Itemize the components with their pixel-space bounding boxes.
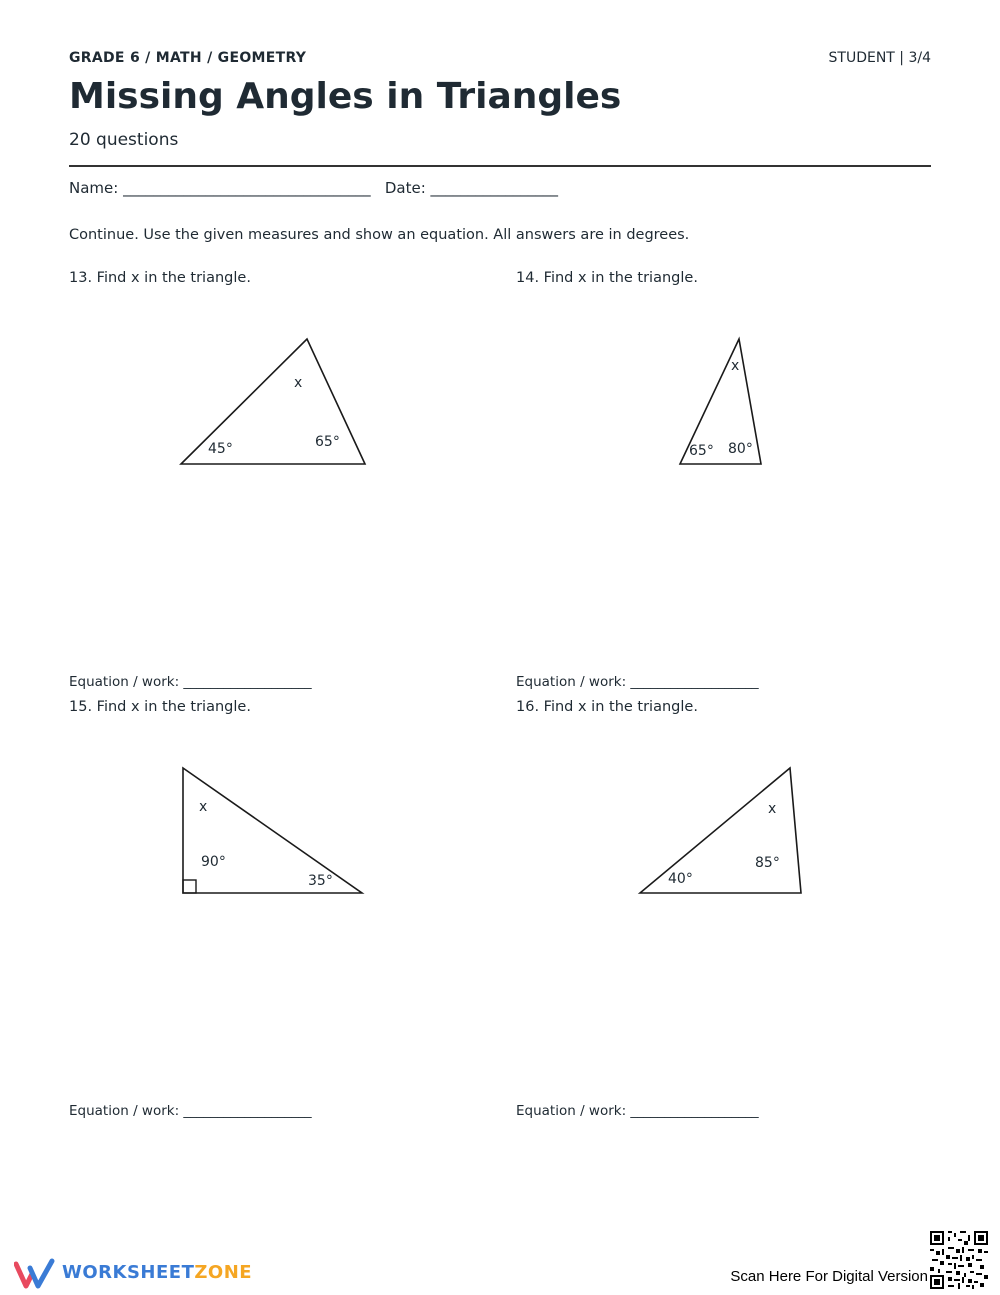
scan-caption: Scan Here For Digital Version — [730, 1268, 928, 1285]
question-13-prompt: 13. Find x in the triangle. — [69, 270, 251, 286]
angle-label-16-b: 85° — [755, 855, 780, 871]
brand-part-2: ZONE — [194, 1262, 253, 1283]
page-title: Missing Angles in Triangles — [69, 76, 622, 117]
question-13-work-line: Equation / work: ___________________ — [69, 674, 312, 690]
brand-wordmark — [62, 1262, 252, 1283]
angle-label-14-a: 65° — [689, 443, 714, 459]
question-16-work-line: Equation / work: ___________________ — [516, 1103, 759, 1119]
angle-label-14-b: 80° — [728, 441, 753, 457]
question-16-prompt: 16. Find x in the triangle. — [516, 699, 698, 715]
qr-code-icon[interactable] — [930, 1231, 988, 1289]
worksheetzone-logo-icon — [14, 1258, 56, 1290]
angle-label-16-x: x — [768, 801, 777, 817]
brand-part-1: WORKSHEET — [62, 1262, 195, 1283]
angle-label-15-a: 90° — [201, 854, 226, 870]
angle-label-16-a: 40° — [668, 871, 693, 887]
question-15-prompt: 15. Find x in the triangle. — [69, 699, 251, 715]
name-date-line: Name: _________________________________ Date: _________________ — [69, 179, 559, 197]
triangle-15 — [183, 768, 362, 893]
angle-label-14-x: x — [731, 358, 740, 374]
right-angle-marker — [183, 880, 196, 893]
question-14-prompt: 14. Find x in the triangle. — [516, 270, 698, 286]
question-14-work-line: Equation / work: ___________________ — [516, 674, 759, 690]
angle-label-13-b: 65° — [315, 434, 340, 450]
angle-label-13-x: x — [294, 375, 303, 391]
angle-label-13-a: 45° — [208, 441, 233, 457]
breadcrumb: GRADE 6 / MATH / GEOMETRY — [69, 50, 307, 66]
angle-label-15-b: 35° — [308, 873, 333, 889]
triangle-16 — [640, 768, 801, 893]
page-label: STUDENT | 3/4 — [828, 50, 931, 66]
angle-label-15-x: x — [199, 799, 208, 815]
question-count: 20 questions — [69, 130, 179, 150]
instructions: Continue. Use the given measures and show an equation. All answers are in degrees. — [69, 227, 690, 243]
question-15-work-line: Equation / work: ___________________ — [69, 1103, 312, 1119]
